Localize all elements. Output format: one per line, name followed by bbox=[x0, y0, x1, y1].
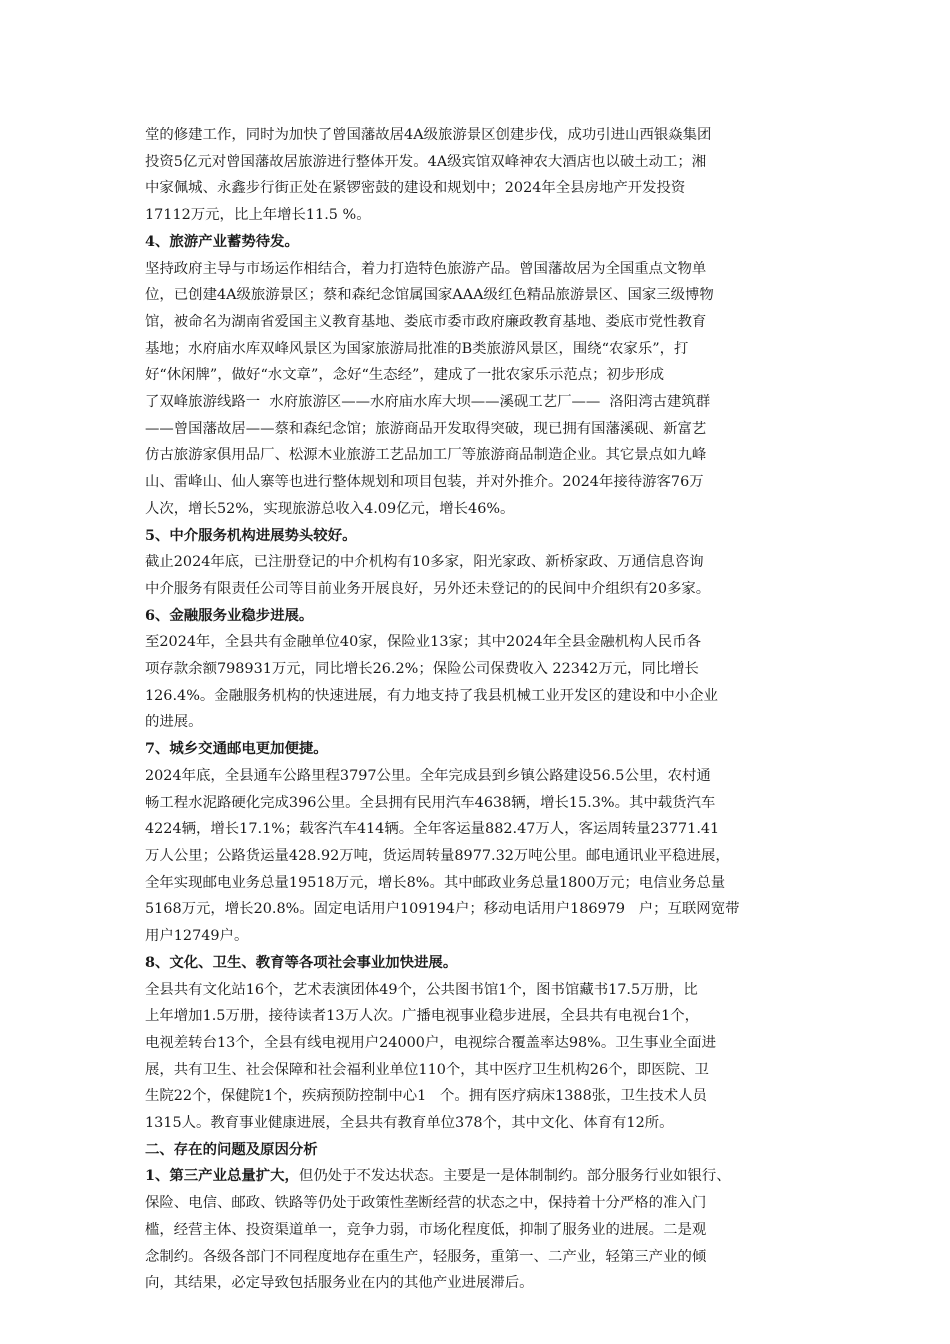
document-body bbox=[145, 122, 825, 1297]
text-line: 电视差转台13个，全县有线电视用户24000户，电视综合覆盖率达98%。卫生事业全面进 bbox=[145, 1034, 716, 1051]
section-heading: 5、中介服务机构进展势头较好。 bbox=[145, 526, 357, 544]
text-line: 4224辆，增长17.1%；载客汽车414辆。全年客运量882.47万人，客运周转量23771.41 bbox=[145, 821, 720, 838]
text-line: 用户12749户。 bbox=[145, 928, 249, 945]
text-line: 坚持政府主导与市场运作相结合，着力打造特色旅游产品。曾国藩故居为全国重点文物单 bbox=[145, 260, 707, 277]
text-line: 中家佩城、永鑫步行街正处在紧锣密鼓的建设和规划中；2024年全县房地产开发投资 bbox=[145, 180, 686, 197]
text-line: 堂的修建工作，同时为加快了曾国藩故居4A级旅游景区创建步伐，成功引进山西银焱集团 bbox=[145, 127, 712, 143]
text-line: 全年实现邮电业务总量19518万元，增长8%。其中邮政业务总量1800万元；电信业务总量 bbox=[145, 874, 726, 891]
text-line: 万人公里；公路货运量428.92万吨，货运周转量8977.32万吨公里。邮电通讯业平稳进展， bbox=[145, 847, 730, 864]
text-line: 126.4%。金融服务机构的快速进展，有力地支持了我县机械工业开发区的建设和中小企业 bbox=[145, 687, 718, 704]
text-line: 1315人。教育事业健康进展，全县共有教育单位378个，其中文化、体育有12所。 bbox=[145, 1115, 674, 1132]
text-line: 槛，经营主体、投资渠道单一，竞争力弱，市场化程度低，抑制了服务业的进展。二是观 bbox=[145, 1221, 707, 1238]
text-line: 生院22个，保健院1个，疾病预防控制中心1 个。拥有医疗病床1388张，卫生技术人员 bbox=[145, 1088, 707, 1105]
text-line bbox=[145, 1163, 825, 1190]
text-line: 位，已创建4A级旅游景区；蔡和森纪念馆属国家AAA级红色精品旅游景区、国家三级博物 bbox=[145, 287, 714, 304]
text-line: 截止2024年底，已注册登记的中介机构有10多家，阳光家政、新桥家政、万通信息咨询 bbox=[145, 554, 704, 571]
text-line: 项存款余额798931万元，同比增长26.2%；保险公司保费收入 22342万元，同比增长 bbox=[145, 661, 699, 678]
text-line: 向，其结果，必定导致包括服务业在内的其他产业进展滞后。 bbox=[145, 1275, 534, 1292]
text-line: 中介服务有限责任公司等目前业务开展良好，另外还未登记的的民间中介组织有20多家。 bbox=[145, 580, 711, 597]
text-line: 的进展。 bbox=[145, 714, 203, 731]
text-line: 仿古旅游家俱用品厂、松源木业旅游工艺品加工厂等旅游商品制造企业。其它景点如九峰 bbox=[145, 447, 707, 464]
section-heading: 二、存在的问题及原因分析 bbox=[145, 1140, 318, 1158]
text-line: ——曾国藩故居——蔡和森纪念馆；旅游商品开发取得突破，现已拥有国藩溪砚、新富艺 bbox=[145, 420, 707, 437]
section-heading: 4、旅游产业蓄势待发。 bbox=[145, 232, 299, 250]
text-line: 好“休闲牌”，做好“水文章”，念好“生态经”，建成了一批农家乐示范点；初步形成 bbox=[145, 367, 665, 384]
text-line: 念制约。各级各部门不同程度地存在重生产，轻服务，重第一、二产业，轻第三产业的倾 bbox=[145, 1248, 707, 1265]
text-line: 5168万元，增长20.8%。固定电话用户109194户；移动电话用户186979 户；互联网宽带 bbox=[145, 901, 740, 918]
text-line: 投资5亿元对曾国藩故居旅游进行整体开发。4A级宾馆双峰神农大酒店也以破土动工；湘 bbox=[145, 153, 707, 170]
text-line: 全县共有文化站16个，艺术表演团体49个，公共图书馆1个，图书馆藏书17.5万册，比 bbox=[145, 981, 698, 998]
section-heading: 6、金融服务业稳步进展。 bbox=[145, 606, 314, 624]
text-line: 保险、电信、邮政、铁路等仍处于政策性垄断经营的状态之中，保持着十分严格的准入门 bbox=[145, 1195, 707, 1212]
text-line: 基地；水府庙水库双峰风景区为国家旅游局批准的B类旅游风景区，围绕“农家乐”，打 bbox=[145, 340, 689, 357]
text-line: 至2024年，全县共有金融单位40家，保险业13家；其中2024年全县金融机构人民币各 bbox=[145, 634, 701, 651]
text-line: 上年增加1.5万册，接待读者13万人次。广播电视事业稳步进展，全县共有电视台1个， bbox=[145, 1008, 700, 1025]
text-line: 畅工程水泥路硬化完成396公里。全县拥有民用汽车4638辆，增长15.3%。其中载货汽车 bbox=[145, 794, 716, 811]
text-line: 展，共有卫生、社会保障和社会福利业单位110个，其中医疗卫生机构26个，即医院、卫 bbox=[145, 1061, 709, 1078]
lead-heading: 1、第三产业总量扩大， bbox=[145, 1167, 299, 1185]
text-line: 馆，被命名为湖南省爱国主义教育基地、娄底市委市政府廉政教育基地、娄底市党性教育 bbox=[145, 313, 707, 330]
line-text: 但仍处于不发达状态。主要是一是体制制约。部分服务行业如银行、 bbox=[298, 1168, 731, 1185]
section-heading: 8、文化、卫生、教育等各项社会事业加快进展。 bbox=[145, 953, 458, 971]
section-heading: 7、城乡交通邮电更加便捷。 bbox=[145, 740, 328, 758]
text-line: 山、雷峰山、仙人寨等也进行整体规划和项目包装，并对外推介。2024年接待游客76万 bbox=[145, 474, 704, 491]
text-line: 人次，增长52%，实现旅游总收入4.09亿元，增长46%。 bbox=[145, 500, 515, 517]
text-line: 17112万元，比上年增长11.5 %。 bbox=[145, 207, 371, 224]
text-line: 了双峰旅游线路一 水府旅游区——水府庙水库大坝——溪砚工艺厂—— 洛阳湾古建筑群 bbox=[145, 394, 711, 411]
text-line: 2024年底，全县通车公路里程3797公里。全年完成县到乡镇公路建设56.5公里，农村通 bbox=[145, 767, 711, 784]
